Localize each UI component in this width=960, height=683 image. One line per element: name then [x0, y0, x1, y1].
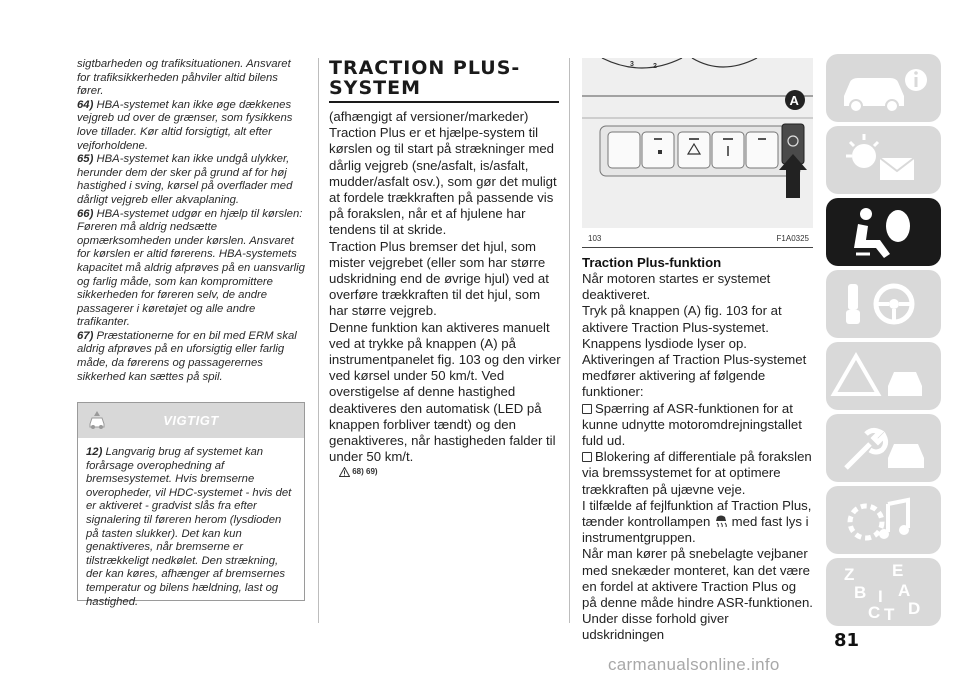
figure-number: 103: [588, 234, 602, 243]
figure-103: [582, 58, 813, 228]
warning-triangle-icon: [339, 467, 350, 477]
page-number: 81: [834, 630, 860, 651]
paragraph-65: 65) HBA-systemet kan ikke undgå ulykker, herunder dem der sker på grund af for høj hastighed i sving, kørsel på overflader med dårligt vejgreb eller akvaplaning.: [77, 153, 293, 206]
index-letter: I: [878, 587, 883, 606]
paragraph-intro: sigtbarheden og trafiksituationen. Ansvaret for trafiksikkerheden påhviler altid bilens fører.: [77, 58, 291, 98]
music-gear-icon: [826, 486, 941, 554]
sidebar-tab-starting[interactable]: [826, 270, 941, 338]
wrench-car-icon: [826, 414, 941, 482]
paragraph: Traction Plus bremser det hjul, som mister vejgrebet (eller som har større udskridning end de øvrige hjul) ved at overføre trækkraften til det hjul, som har større vejgreb.: [329, 238, 549, 319]
paragraph: Traction Plus er et hjælpe-system til kørslen og til start på strækninger med dårlig vejgreb (sne/asfalt, is/asfalt, mudder/asfalt osv.), som gør det muligt at fordele trækkraften på passende vis på forakslen, når et af hjulene har tendens til at skride.: [329, 125, 557, 238]
index-letter: D: [908, 599, 921, 618]
heading-underline: [329, 101, 559, 103]
index-letter: C: [868, 603, 881, 622]
lights-message-icon: [826, 126, 941, 194]
paragraph-64: 64) HBA-systemet kan ikke øge dækkenes vejgreb ud over de grænser, som fysikkens love tillader. Kør altid forsigtigt, alt efter vejforholdene.: [77, 98, 293, 152]
warning-title: VIGTIGT: [163, 413, 219, 428]
sidebar-tab-index[interactable]: [826, 558, 941, 626]
watermark: carmanualsonline.info: [608, 655, 780, 674]
alphabet-index-icon: [826, 558, 941, 626]
warning-text: 12) Langvarig brug af systemet kan forårsage overophedning af bremsesystemet. Hvis bremserne overopheder, vil HDC-systemet - hvis det er aktiveret - gradvist slås fra efter signalering til føreren herom (lysdioden på tasten slukker). Det kan kun genaktiveres, når bremserne er tilstrækkeligt nedkølet. Den strækning, der kan køres, afhænger af bremsernes temperatur og bilens hældning, last og hastighed.: [86, 446, 292, 608]
paragraph: Aktiveringen af Traction Plus-systemet medfører aktivering af følgende funktioner:: [582, 352, 807, 400]
right-column: [582, 58, 814, 644]
sidebar-tab-emergency[interactable]: [826, 342, 941, 410]
index-letter: A: [898, 581, 911, 600]
index-letter: Z: [844, 565, 855, 584]
bullet-item: Blokering af differentiale på forakslen via bremssystemet for at optimere trækkraften på ujævne veje.: [582, 449, 812, 497]
left-column: [77, 58, 306, 384]
column-divider: [318, 58, 319, 623]
gauge-number-left: 3: [630, 61, 634, 68]
paragraph: Denne funktion kan aktiveres manuelt ved at trykke på knappen (A) på instrumentpanelet fig. 103 og den virker ved kørsel under 50 km/t. Ved overstigelse af denne hastighed deaktiveres den automatisk (LED på knappen forbliver tændt) og den genaktiveres, når hastigheden falder til under 50 km/t.: [329, 319, 561, 465]
sidebar-tab-multimedia[interactable]: [826, 486, 941, 554]
dashboard-illustration: [582, 58, 813, 228]
sidebar-tab-safety[interactable]: [826, 198, 941, 266]
paragraph-66: 66) HBA-systemet udgør en hjælp til kørslen: Føreren må aldrig nedsætte opmærksomheden under kørslen. Ansvaret for kørslen er altid førerens. HBA-systemets kapacitet må aldrig afprøves på en uansvarlig og farlig måde, som kan kompromittere sikkerheden for føreren selv, de andre passagerer i køretøjet og alle andre trafikanter.: [77, 207, 305, 329]
sidebar-tab-lights[interactable]: [826, 126, 941, 194]
traction-warning-lamp-icon: [714, 515, 728, 527]
index-letter: E: [892, 561, 904, 580]
warning-box: [77, 402, 305, 608]
figure-code: F1A0325: [776, 234, 809, 243]
index-letter: B: [854, 583, 867, 602]
subtitle: (afhængigt af versioner/markeder): [329, 109, 529, 124]
figure-label-a: A: [789, 93, 799, 108]
index-letter: T: [884, 605, 895, 624]
middle-column: [329, 58, 561, 477]
column-divider: [569, 58, 570, 623]
car-info-icon: [826, 54, 941, 122]
paragraph-67: 67) Præstationerne for en bil med ERM skal aldrig afprøves på en uforsigtig eller farlig måde, da førerens og passagerernes sikkerhed kan sættes på spil.: [77, 329, 297, 383]
paragraph: Når man kører på snebelagte vejbaner med snekæder monteret, kan det være en fordel at aktivere Traction Plus og på denne måde hindre ASR-funktionen. Under disse forhold giver udskridningen: [582, 546, 813, 643]
key-steering-icon: [826, 270, 941, 338]
note-references: 68) 69): [339, 467, 561, 477]
figure-caption: [582, 228, 813, 248]
warning-triangle-sidebar-icon: [826, 342, 941, 410]
sidebar-tab-maintenance[interactable]: [826, 414, 941, 482]
gauge-number-right: 2: [653, 63, 657, 70]
paragraph: I tilfælde af fejlfunktion af Traction Plus, tænder kontrollampen med fast lys i instrumentgruppen.: [582, 497, 812, 546]
checkbox-bullet-icon: [582, 404, 592, 414]
warning-header: [78, 403, 304, 438]
airbag-seat-icon: [826, 198, 941, 266]
subsection-heading: Traction Plus-funktion: [582, 255, 722, 270]
section-heading: TRACTION PLUS- SYSTEM: [329, 57, 521, 99]
paragraph: Tryk på knappen (A) fig. 103 for at aktivere Traction Plus-systemet. Knappens lysdiode lyser op.: [582, 303, 782, 351]
paragraph: Når motoren startes er systemet deaktiveret.: [582, 271, 771, 303]
checkbox-bullet-icon: [582, 452, 592, 462]
bullet-item: Spærring af ASR-funktionen for at kunne udnytte motoromdrejningstallet fuld ud.: [582, 400, 802, 449]
sidebar-tab-dashboard[interactable]: [826, 54, 941, 122]
